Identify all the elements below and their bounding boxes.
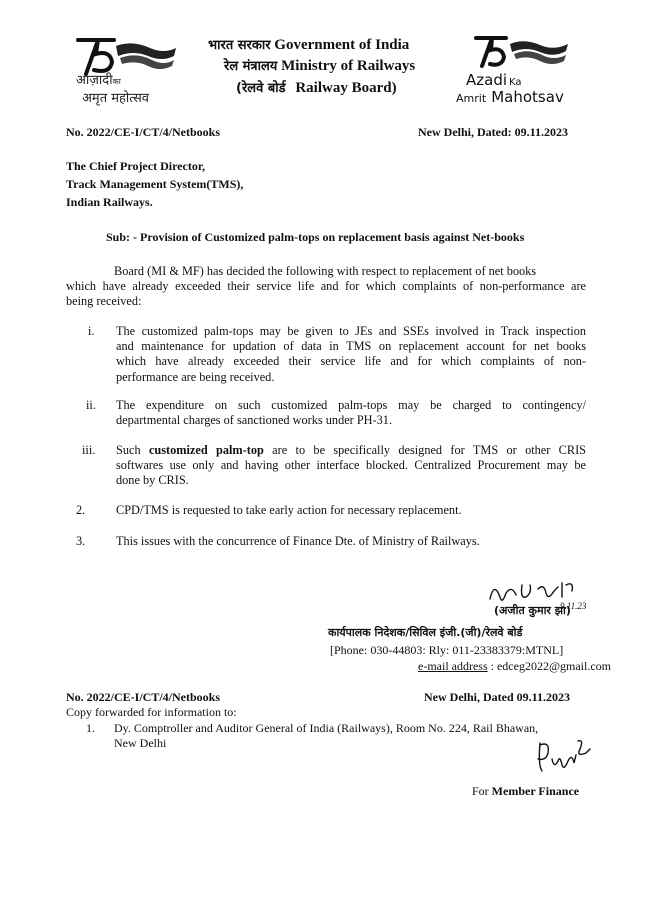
copy-ref-number: No. 2022/CE-I/CT/4/Netbooks	[66, 690, 221, 704]
subject: Sub: - Provision of Customized palm-tops on replacement basis against Net-books	[106, 230, 525, 244]
item-line: softwares use only and having other interface blocked. Centralized Procurement may be	[116, 458, 586, 473]
item-line: departmental charges of sanctioned works under PH-31.	[116, 413, 393, 428]
header-hindi-1: भारत सरकार	[208, 38, 271, 53]
left-logo-line1-small: का	[112, 77, 121, 86]
item-line: The customized palm-tops may be given to JEs and SSEs involved in Track inspection	[116, 324, 586, 338]
copy-item-line: Dy. Comptroller and Auditor General of India (Railways), Room No. 224, Rail Bhawan,	[114, 721, 539, 735]
copy-ref-date: New Delhi, Dated 09.11.2023	[424, 690, 570, 704]
ref-date: New Delhi, Dated: 09.11.2023	[418, 125, 568, 139]
header-hindi-3: (रेलवे बोर्ड	[236, 81, 286, 96]
header-english-3: Railway Board)	[295, 80, 397, 96]
copy-signature	[534, 735, 594, 780]
right-logo-line1-small: Ka	[509, 77, 522, 88]
copy-item-text	[114, 721, 538, 751]
point-number: 3.	[76, 534, 86, 548]
item-number: i.	[88, 324, 95, 338]
right-logo-line2b: Mahotsav	[491, 88, 564, 106]
addressee	[66, 157, 243, 211]
copy-signoff: For Member Finance	[472, 784, 580, 798]
item-line: performance are being received.	[116, 369, 275, 384]
ref-number: No. 2022/CE-I/CT/4/Netbooks	[66, 125, 221, 139]
item-line: and maintenance for updation of data in TMS on replacement account for net books	[116, 339, 586, 354]
intro-line: Board (MI & MF) has decided the following with respect to replacement of net books	[114, 264, 537, 278]
intro-line: which have already exceeded their service life and for which complaints of non-performance are	[66, 279, 586, 294]
email-label: e-mail address	[418, 659, 488, 673]
item-number: ii.	[86, 398, 96, 412]
item-bold-term: customized palm-top	[148, 443, 264, 457]
signatory-phone: [Phone: 030-44803: Rly: 011-23383379:MTNL]	[330, 643, 564, 657]
signatory-name: (अजीत कुमार झा)	[494, 604, 571, 617]
point-text: CPD/TMS is requested to take early action for necessary replacement.	[116, 503, 462, 517]
item-text	[116, 443, 586, 489]
left-logo-line1: आज़ादी	[76, 73, 113, 88]
right-logo	[456, 32, 596, 110]
item-line: done by CRIS.	[116, 473, 189, 488]
left-logo-line2: अमृत महोत्सव	[82, 91, 150, 106]
header-english-2: Ministry of Railways	[281, 58, 416, 74]
intro-paragraph	[66, 264, 586, 310]
signature-scribble-icon	[534, 735, 594, 780]
svg-text:9.11.23: 9.11.23	[560, 601, 587, 611]
header-english-1: Government of India	[274, 37, 410, 53]
item-line: which have already exceeded their service life and for which complaints of non-	[116, 354, 586, 369]
item-line: The expenditure on such customized palm-tops may be charged to contingency/	[116, 398, 586, 412]
copy-item-line: New Delhi	[114, 736, 167, 750]
copy-item-number: 1.	[86, 721, 95, 735]
header-hindi-2: रेल मंत्रालय	[224, 59, 278, 74]
intro-line: being received:	[66, 294, 142, 309]
point-number: 2.	[76, 503, 86, 517]
copy-intro: Copy forwarded for information to:	[66, 705, 237, 719]
addressee-line: Indian Railways.	[66, 195, 153, 209]
addressee-line: The Chief Project Director,	[66, 159, 206, 173]
signatory-designation: कार्यपालक निदेशक/सिविल इंजी.(जी)/रेलवे बोर्ड	[328, 626, 523, 639]
signatory-email	[418, 659, 611, 674]
item-number: iii.	[82, 443, 96, 457]
email-value: : edceg2022@gmail.com	[487, 659, 611, 673]
right-logo-line1: Azadi	[466, 71, 508, 89]
item-line: Such customized palm-top are to be specifically designed for TMS or other CRIS	[116, 443, 587, 457]
addressee-line: Track Management System(TMS),	[66, 177, 244, 191]
item-text	[116, 398, 586, 428]
item-text	[116, 324, 586, 385]
signoff-bold: Member Finance	[491, 784, 580, 798]
left-logo	[50, 30, 180, 110]
right-logo-line2a: Amrit	[456, 92, 487, 105]
azadi-75-logo-icon	[464, 32, 574, 72]
point-text: This issues with the concurrence of Finance Dte. of Ministry of Railways.	[116, 534, 480, 548]
